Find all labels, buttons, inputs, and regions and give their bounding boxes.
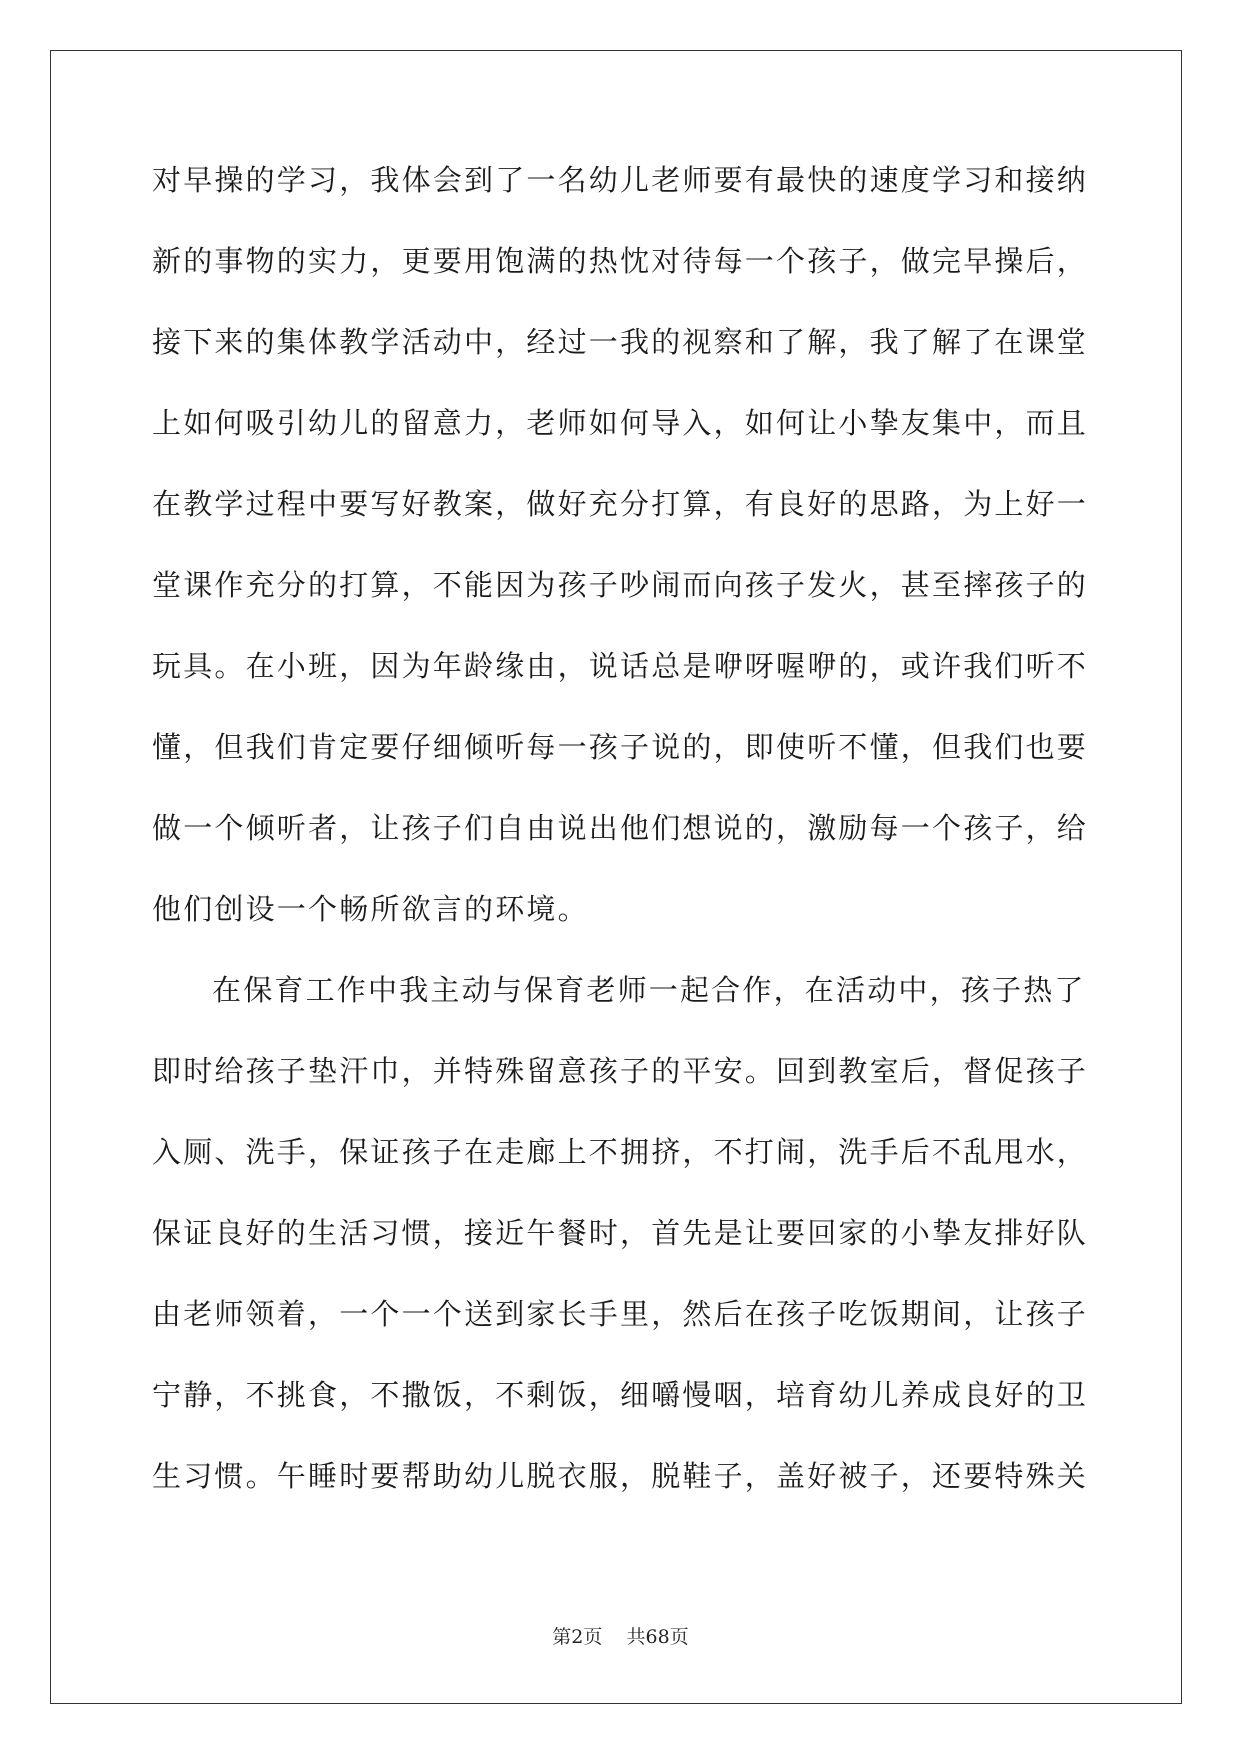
text-line: 他们创设一个畅所欲言的环境。 xyxy=(152,892,589,926)
text-line: 新的事物的实力，更要用饱满的热忱对待每一个孩子，做完早操后， xyxy=(152,244,1089,278)
text-line: 懂，但我们肯定要仔细倾听每一孩子说的，即使听不懂，但我们也要 xyxy=(152,730,1089,764)
page-footer xyxy=(0,1622,1241,1649)
text-line: 在教学过程中要写好教案，做好充分打算，有良好的思路，为上好一 xyxy=(152,487,1089,521)
page-total: 共68页 xyxy=(626,1626,689,1648)
text-line: 堂课作充分的打算，不能因为孩子吵闹而向孩子发火，甚至摔孩子的 xyxy=(152,568,1089,602)
text-line: 即时给孩子垫汗巾，并特殊留意孩子的平安。回到教室后，督促孩子 xyxy=(152,1054,1089,1088)
text-line: 由老师领着，一个一个送到家长手里，然后在孩子吃饭期间，让孩子 xyxy=(152,1297,1089,1331)
text-line: 玩具。在小班，因为年龄缘由，说话总是咿呀喔咿的，或许我们听不 xyxy=(152,649,1089,683)
page-number: 第2页 xyxy=(552,1626,603,1648)
paragraph-start-line: 在保育工作中我主动与保育老师一起合作，在活动中，孩子热了 xyxy=(212,973,1086,1007)
text-line: 上如何吸引幼儿的留意力，老师如何导入，如何让小挚友集中，而且 xyxy=(152,406,1089,440)
text-line: 做一个倾听者，让孩子们自由说出他们想说的，激励每一个孩子，给 xyxy=(152,811,1089,845)
document-body xyxy=(152,160,1092,1537)
text-line: 生习惯。午睡时要帮助幼儿脱衣服，脱鞋子，盖好被子，还要特殊关 xyxy=(152,1459,1089,1493)
footer-spacer xyxy=(602,1626,626,1648)
text-line: 对早操的学习，我体会到了一名幼儿老师要有最快的速度学习和接纳 xyxy=(152,163,1089,197)
text-line: 入厕、洗手，保证孩子在走廊上不拥挤，不打闹，洗手后不乱甩水， xyxy=(152,1135,1089,1169)
text-line: 接下来的集体教学活动中，经过一我的视察和了解，我了解了在课堂 xyxy=(152,325,1089,359)
text-line: 保证良好的生活习惯，接近午餐时，首先是让要回家的小挚友排好队 xyxy=(152,1216,1089,1250)
text-line: 宁静，不挑食，不撒饭，不剩饭，细嚼慢咽，培育幼儿养成良好的卫 xyxy=(152,1378,1089,1412)
